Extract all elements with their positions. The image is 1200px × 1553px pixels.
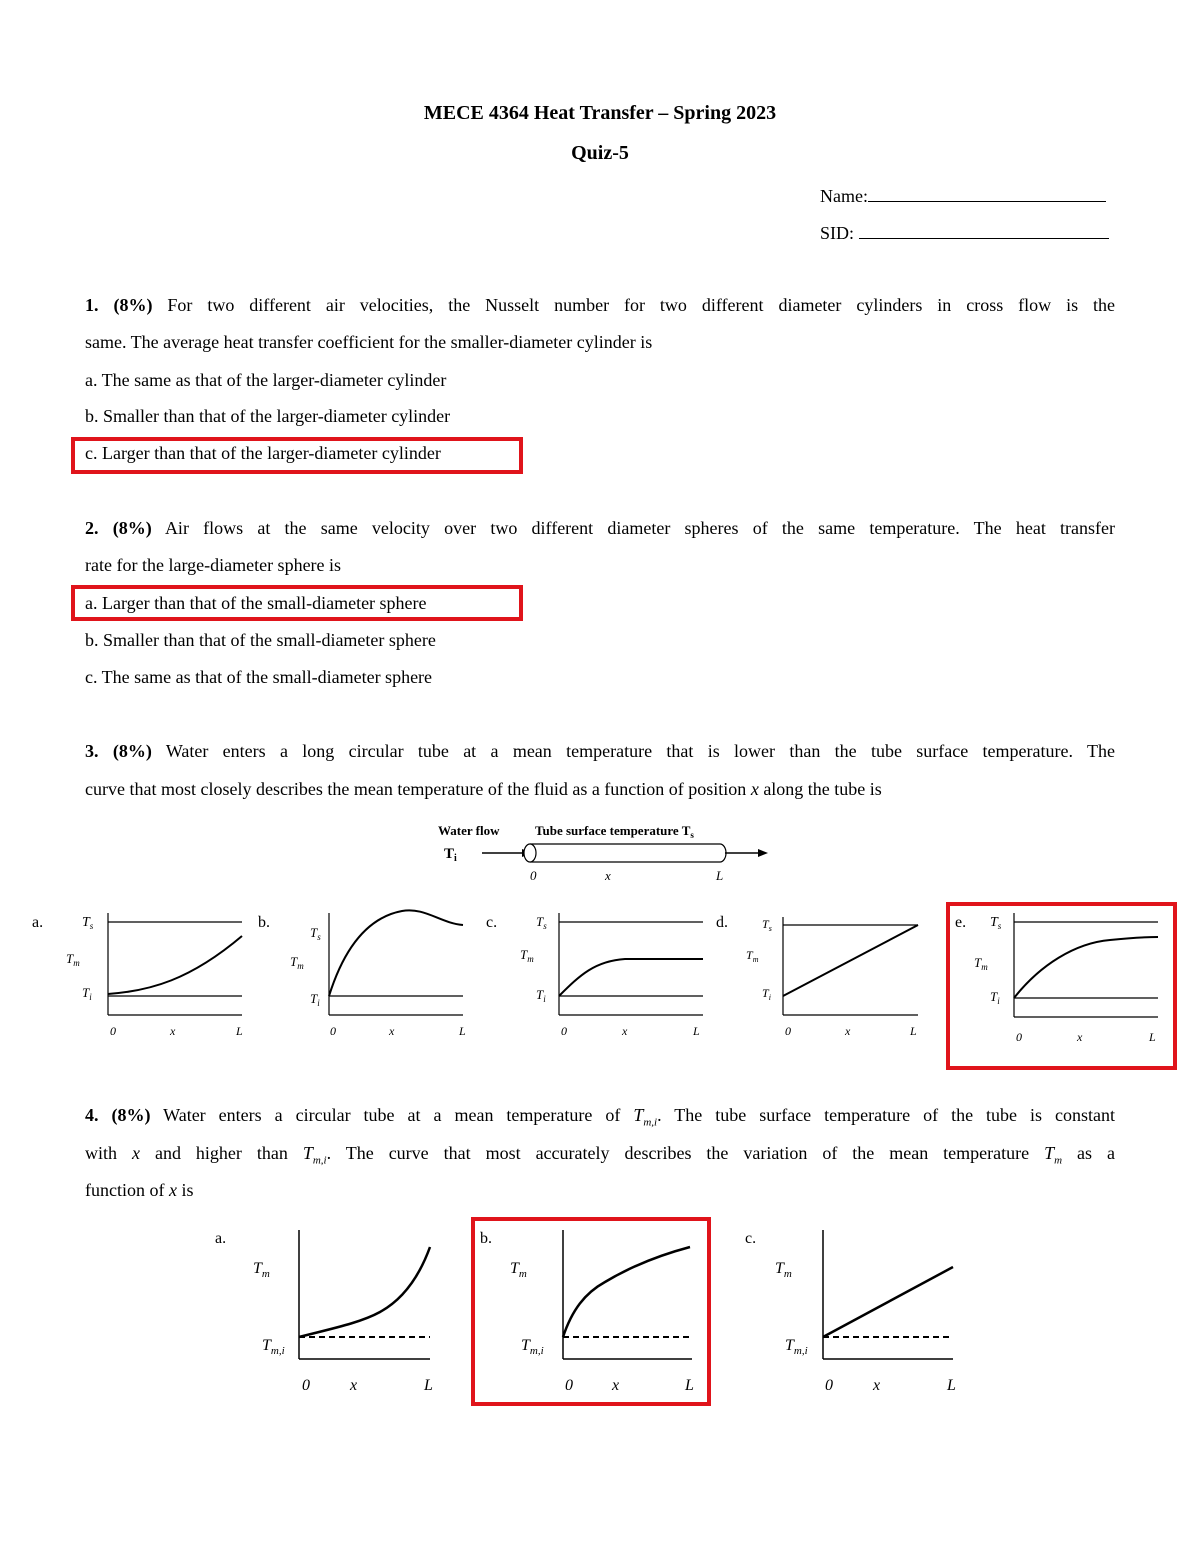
q3-answer-highlight [946,902,1177,1070]
course-title: MECE 4364 Heat Transfer – Spring 2023 [423,102,777,124]
q3a-L: L [236,1024,243,1038]
q3-graph-c [486,913,703,1038]
q3-graph-a-label: a. [32,914,44,931]
q3e-tm-label: $T_m$ [974,955,988,972]
quiz-title: Quiz-5 [571,142,629,164]
q4a-tmi-label: $T_{m,i}$ [262,1337,285,1357]
q4-text-line3: function of x is [85,1180,194,1200]
q3e-ti-label: $T_i$ [990,989,1000,1006]
q3c-x0: 0 [561,1024,567,1038]
q3c-tm-label: $T_m$ [520,947,534,964]
q3-graph-b-label: b. [258,914,270,931]
q3c-x: x [622,1024,628,1038]
q3-graph-e-label: e. [955,914,967,931]
q2-option-a: a. Larger than that of the small-diameter sphere [85,593,427,613]
q2-text-line2: rate for the large-diameter sphere is [85,555,342,575]
tube-xend: L [716,868,724,883]
q3d-L: L [910,1024,917,1038]
tube-body [530,844,720,862]
q4-graph-b-label: b. [480,1230,492,1247]
q4b-L: L [685,1377,694,1394]
q3d-ts-label: $T_s$ [762,917,772,933]
q3a-x: x [170,1024,176,1038]
q3-text-line1: 3. (8%) Water enters a long circular tube at a mean temperature that is lower than the tube surface temperature. The [85,741,1115,761]
water-flow-label: Water flow [438,823,500,838]
q4c-curve [823,1267,953,1337]
q3-graph-d-label: d. [716,914,728,931]
q3a-x0: 0 [110,1024,116,1038]
q4-graph-a [215,1230,433,1394]
q3c-L: L [693,1024,700,1038]
q3-graph-c-label: c. [486,914,498,931]
q2-option-c: c. The same as that of the small-diameter sphere [85,667,433,687]
q3-graph-b [258,910,466,1038]
q3d-ti-label: $T_i$ [762,986,771,1002]
q4a-tm-label: $T_m$ [253,1260,270,1280]
q1-answer-highlight [71,437,523,474]
outlet-arrowhead [758,849,768,857]
tube-x0: 0 [530,868,537,883]
q3d-tm-label: $T_m$ [746,948,759,964]
name-blank [868,183,1106,202]
q4-text-line1: 4. (8%) Water enters a circular tube at a mean temperature of $T_{m,i}$. The tube surface temperature of the tube is constant [85,1105,1115,1129]
q3b-ti-label: $T_i$ [310,991,320,1008]
q3c-ti-label: $T_i$ [536,987,546,1004]
q4b-x0: 0 [565,1377,573,1394]
q3b-x0: 0 [330,1024,336,1038]
q3d-x0: 0 [785,1024,791,1038]
q4a-L: L [424,1377,433,1394]
q4-graph-a-label: a. [215,1230,227,1247]
q2-option-b: b. Smaller than that of the small-diameter sphere [85,630,436,650]
q3b-curve [329,910,463,996]
q3-text-line2: curve that most closely describes the mean temperature of the fluid as a function of position x along the tube is [85,779,882,799]
q1-option-b: b. Smaller than that of the larger-diameter cylinder [85,406,451,426]
q1-text-line2: same. The average heat transfer coefficient for the smaller-diameter cylinder is [85,332,653,352]
q2-text-line1: 2. (8%) Air flows at the same velocity over two different diameter spheres of the same temperature. The heat transfer [85,518,1116,538]
q3e-x0: 0 [1016,1030,1022,1044]
q3e-L: L [1149,1030,1156,1044]
q3c-ts-label: $T_s$ [536,914,547,931]
q3a-tm-label: $T_m$ [66,951,80,968]
sid-blank [859,220,1109,239]
q4c-tmi-label: $T_{m,i}$ [785,1337,808,1357]
q3b-ts-label: $T_s$ [310,925,321,942]
q3b-L: L [459,1024,466,1038]
q3b-tm-label: $T_m$ [290,954,304,971]
tube-xmid: x [605,868,611,883]
q4-graph-c-label: c. [745,1230,757,1247]
q4c-tm-label: $T_m$ [775,1260,792,1280]
q4b-tm-label: $T_m$ [510,1260,527,1280]
q3a-ti-label: $T_i$ [82,985,92,1002]
q4c-x0: 0 [825,1377,833,1394]
q4b-tmi-label: $T_{m,i}$ [521,1337,544,1357]
q3-graph-a [32,913,243,1038]
q2-answer-highlight [71,585,523,621]
sid-field [820,220,1109,244]
name-label: Name: [820,186,868,206]
q1-option-a: a. The same as that of the larger-diameter cylinder [85,370,447,390]
q4a-x0: 0 [302,1377,310,1394]
q3-graph-d [716,914,918,1038]
q3e-x: x [1077,1030,1083,1044]
q4-graph-c [745,1230,956,1394]
q1-text-line1: 1. (8%) For two different air velocities, the Nusselt number for two different diameter cylinders in cross flow is the [85,295,1116,315]
sid-label: SID: [820,223,855,243]
q4a-x: x [350,1377,358,1394]
q3a-curve [108,936,242,994]
q1-option-c: c. Larger than that of the larger-diameter cylinder [85,443,441,463]
tube-diagram [420,815,780,890]
q3c-curve [559,959,703,996]
q4-answer-highlight [471,1217,711,1406]
q4a-curve [299,1247,430,1337]
q3d-curve [783,925,918,996]
inlet-temp-label: $T_i$ [444,846,457,864]
q3b-x: x [389,1024,395,1038]
name-field [820,183,1106,207]
tube-inlet-end [524,844,536,862]
q3a-ts-label: $T_s$ [82,915,94,931]
q4b-x: x [612,1377,620,1394]
q3d-x: x [845,1024,851,1038]
q3e-ts-label: $T_s$ [990,915,1002,931]
q4-text-line2: with x and higher than $T_{m,i}$. The curve that most accurately describes the variation of the mean temperature $T_m$ as a [85,1143,1115,1167]
q4c-x: x [873,1377,881,1394]
surface-temp-label: Tube surface temperature $T_s$ [535,823,694,840]
q4c-L: L [947,1377,956,1394]
